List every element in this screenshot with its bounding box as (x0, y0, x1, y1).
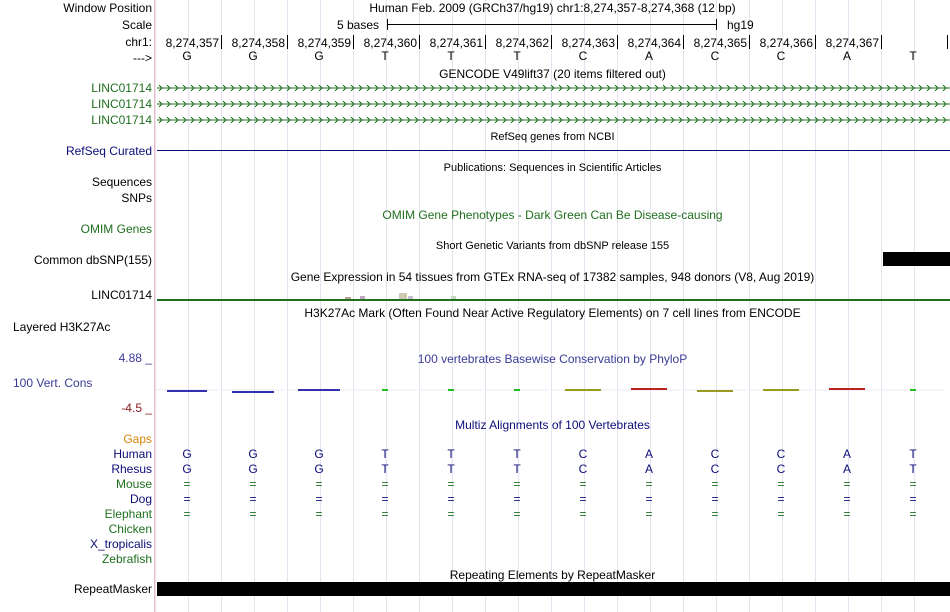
alignment-base: = (447, 492, 455, 506)
h3k27ac-label[interactable]: Layered H3K27Ac (13, 320, 111, 334)
base-letter: A (644, 49, 653, 63)
alignment-base: = (843, 492, 851, 506)
assembly-label: hg19 (727, 18, 754, 32)
phylop-score-mark (910, 389, 916, 391)
dbsnp-variant-block[interactable] (883, 252, 950, 266)
species-label[interactable]: Zebrafish (101, 552, 152, 566)
alignment-base: T (909, 462, 917, 476)
alignment-base: = (513, 507, 521, 521)
alignment-base: = (513, 492, 521, 506)
alignment-base: = (315, 492, 323, 506)
species-label[interactable]: Rhesus (111, 462, 152, 476)
ruler-tick (815, 35, 816, 49)
phylop-score-mark (167, 390, 207, 392)
gencode-genes[interactable] (155, 80, 950, 128)
alignment-base: G (248, 462, 258, 476)
gaps-label: Gaps (123, 432, 152, 446)
ruler-tick (221, 35, 222, 49)
ruler-position: 8,274,366 (759, 36, 813, 50)
ruler-tick (881, 35, 882, 49)
base-letter: A (842, 49, 851, 63)
alignment-base: C (776, 462, 786, 476)
phylop-score-mark (298, 389, 340, 391)
gtex-gene-line[interactable] (157, 299, 950, 301)
alignment-base: = (381, 492, 389, 506)
gtex-bar (345, 297, 351, 299)
alignment-base: = (447, 477, 455, 491)
omim-label[interactable]: OMIM Genes (80, 222, 152, 236)
alignment-base: T (513, 462, 521, 476)
ruler-position: 8,274,361 (429, 36, 483, 50)
species-label[interactable]: Chicken (108, 522, 152, 536)
cons-label[interactable]: 100 Vert. Cons (13, 376, 93, 390)
phylop-score-mark (829, 388, 865, 390)
alignment-base: = (183, 507, 191, 521)
phylop-score-mark (565, 389, 601, 391)
refseq-title: RefSeq genes from NCBI (490, 131, 615, 143)
alignment-base: = (579, 507, 587, 521)
ruler-position: 8,274,363 (561, 36, 615, 50)
ruler-tick (485, 35, 486, 49)
ruler-tick (749, 35, 750, 49)
alignment-base: T (447, 462, 455, 476)
scale-bar-end-tick (716, 19, 717, 30)
alignment-base: = (183, 477, 191, 491)
alignment-base: G (248, 447, 258, 461)
phylop-score-mark (232, 391, 274, 393)
species-label[interactable]: Elephant (104, 507, 152, 521)
gtex-bar (360, 296, 365, 299)
alignment-base: A (842, 447, 851, 461)
alignment-base: G (314, 447, 324, 461)
ruler-position: 8,274,365 (693, 36, 747, 50)
gtex-bar (399, 293, 407, 299)
ruler-position: 8,274,360 (363, 36, 417, 50)
species-label[interactable]: X_tropicalis (89, 537, 152, 551)
chrom-label: chr1: (125, 35, 152, 49)
h3k27ac-title: H3K27Ac Mark (Often Found Near Active Regulatory Elements) on 7 cell lines from ENCODE (304, 306, 801, 320)
dbsnp-label[interactable]: Common dbSNP(155) (33, 253, 152, 267)
alignment-base: C (710, 462, 720, 476)
ruler-tick (683, 35, 684, 49)
base-letter: T (447, 49, 455, 63)
scale-label: Scale (121, 18, 152, 32)
alignment-base: = (447, 507, 455, 521)
ruler-tick (287, 35, 288, 49)
alignment-base: = (711, 492, 719, 506)
base-letter: T (513, 49, 521, 63)
alignment-base: = (645, 507, 653, 521)
phylop-score-mark (382, 389, 388, 391)
alignment-base: = (249, 477, 257, 491)
repeatmasker-block[interactable] (157, 582, 950, 596)
alignment-base: = (381, 507, 389, 521)
alignment-base: T (381, 447, 389, 461)
repeatmasker-label[interactable]: RepeatMasker (73, 582, 152, 596)
gencode-title: GENCODE V49lift37 (20 items filtered out) (439, 67, 666, 81)
alignment-base: = (315, 477, 323, 491)
ruler-tick (551, 35, 552, 49)
ruler-position: 8,274,367 (825, 36, 879, 50)
sequences-label[interactable]: Sequences (91, 175, 152, 189)
alignment-base: = (381, 477, 389, 491)
alignment-base: T (513, 447, 521, 461)
alignment-base: = (909, 477, 917, 491)
gtex-bar (451, 296, 456, 299)
window-position-text: Human Feb. 2009 (GRCh37/hg19) chr1:8,274,357-8,274,368 (12 bp) (369, 1, 736, 15)
alignment-base: = (843, 507, 851, 521)
phylop-score-mark (697, 390, 733, 392)
ruler-tick (617, 35, 618, 49)
multiz-title: Multiz Alignments of 100 Vertebrates (455, 418, 650, 432)
ruler-tick (419, 35, 420, 49)
alignment-base: A (842, 462, 851, 476)
alignment-base: = (579, 477, 587, 491)
track-labels (0, 0, 155, 612)
gtex-bar (408, 296, 413, 299)
cons-min-label: -4.5 _ (121, 401, 152, 415)
alignment-base: = (843, 477, 851, 491)
alignment-base: = (909, 507, 917, 521)
base-letter: T (909, 49, 917, 63)
gtex-title: Gene Expression in 54 tissues from GTEx RNA-seq of 17382 samples, 948 donors (V8, Aug 2019) (290, 270, 815, 284)
alignment-base: = (645, 492, 653, 506)
omim-title: OMIM Gene Phenotypes - Dark Green Can Be Disease-causing (382, 208, 723, 222)
gencode-item-label[interactable]: LINC01714 (91, 97, 152, 111)
alignment-base: T (381, 462, 389, 476)
alignment-base: = (183, 492, 191, 506)
alignment-base: = (249, 507, 257, 521)
track-area[interactable] (155, 0, 950, 612)
species-label[interactable]: Mouse (115, 477, 152, 491)
gencode-item-label[interactable]: LINC01714 (91, 81, 152, 95)
cons-max-label: 4.88 _ (118, 351, 152, 365)
phylop-score-mark (514, 389, 520, 391)
alignment-base: C (710, 447, 720, 461)
refseq-label[interactable]: RefSeq Curated (65, 144, 152, 158)
alignment-base: = (777, 507, 785, 521)
alignment-base: = (711, 477, 719, 491)
alignment-base: = (513, 477, 521, 491)
scale-bar (387, 24, 717, 25)
alignment-base: G (314, 462, 324, 476)
ruler-position: 8,274,357 (165, 36, 219, 50)
ruler-position: 8,274,358 (231, 36, 285, 50)
alignment-base: G (182, 462, 192, 476)
alignment-base: C (578, 447, 588, 461)
ruler-position: 8,274,364 (627, 36, 681, 50)
publications-title: Publications: Sequences in Scientific Articles (443, 162, 662, 174)
alignment-base: = (777, 492, 785, 506)
base-letter: G (314, 49, 324, 63)
alignment-base: = (315, 507, 323, 521)
species-label[interactable]: Human (113, 447, 152, 461)
base-letter: C (776, 49, 786, 63)
alignment-base: A (644, 447, 653, 461)
gencode-item-label[interactable]: LINC01714 (91, 113, 152, 127)
alignment-base: A (644, 462, 653, 476)
phylop-plot[interactable] (155, 380, 950, 400)
base-letter: G (248, 49, 258, 63)
ruler-position: 8,274,359 (297, 36, 351, 50)
ruler-position: 8,274,362 (495, 36, 549, 50)
gtex-label[interactable]: LINC01714 (91, 288, 152, 302)
alignment-base: G (182, 447, 192, 461)
repeatmasker-title: Repeating Elements by RepeatMasker (449, 568, 656, 582)
scale-text: 5 bases (337, 18, 380, 32)
refseq-gene-line[interactable] (157, 150, 950, 151)
alignment-base: T (447, 447, 455, 461)
base-letter: G (182, 49, 192, 63)
base-letter: C (710, 49, 720, 63)
alignment-base: = (777, 477, 785, 491)
dbsnp-title: Short Genetic Variants from dbSNP release 155 (435, 240, 670, 252)
cons-title: 100 vertebrates Basewise Conservation by PhyloP (417, 352, 688, 366)
phylop-score-mark (631, 388, 667, 390)
ruler-tick (947, 35, 948, 49)
strand-label: ---> (133, 51, 152, 65)
alignment-base: T (909, 447, 917, 461)
alignment-base: = (711, 507, 719, 521)
alignment-base: = (909, 492, 917, 506)
alignment-base: = (645, 477, 653, 491)
base-letter: C (578, 49, 588, 63)
alignment-base: = (579, 492, 587, 506)
alignment-base: C (776, 447, 786, 461)
snps-label[interactable]: SNPs (121, 191, 152, 205)
ruler-tick (353, 35, 354, 49)
phylop-score-mark (448, 389, 454, 391)
phylop-score-mark (763, 389, 799, 391)
alignment-base: = (249, 492, 257, 506)
alignment-base: C (578, 462, 588, 476)
species-label[interactable]: Dog (129, 492, 152, 506)
window-position-label: Window Position (63, 1, 152, 15)
scale-bar-start-tick (387, 19, 388, 30)
base-letter: T (381, 49, 389, 63)
